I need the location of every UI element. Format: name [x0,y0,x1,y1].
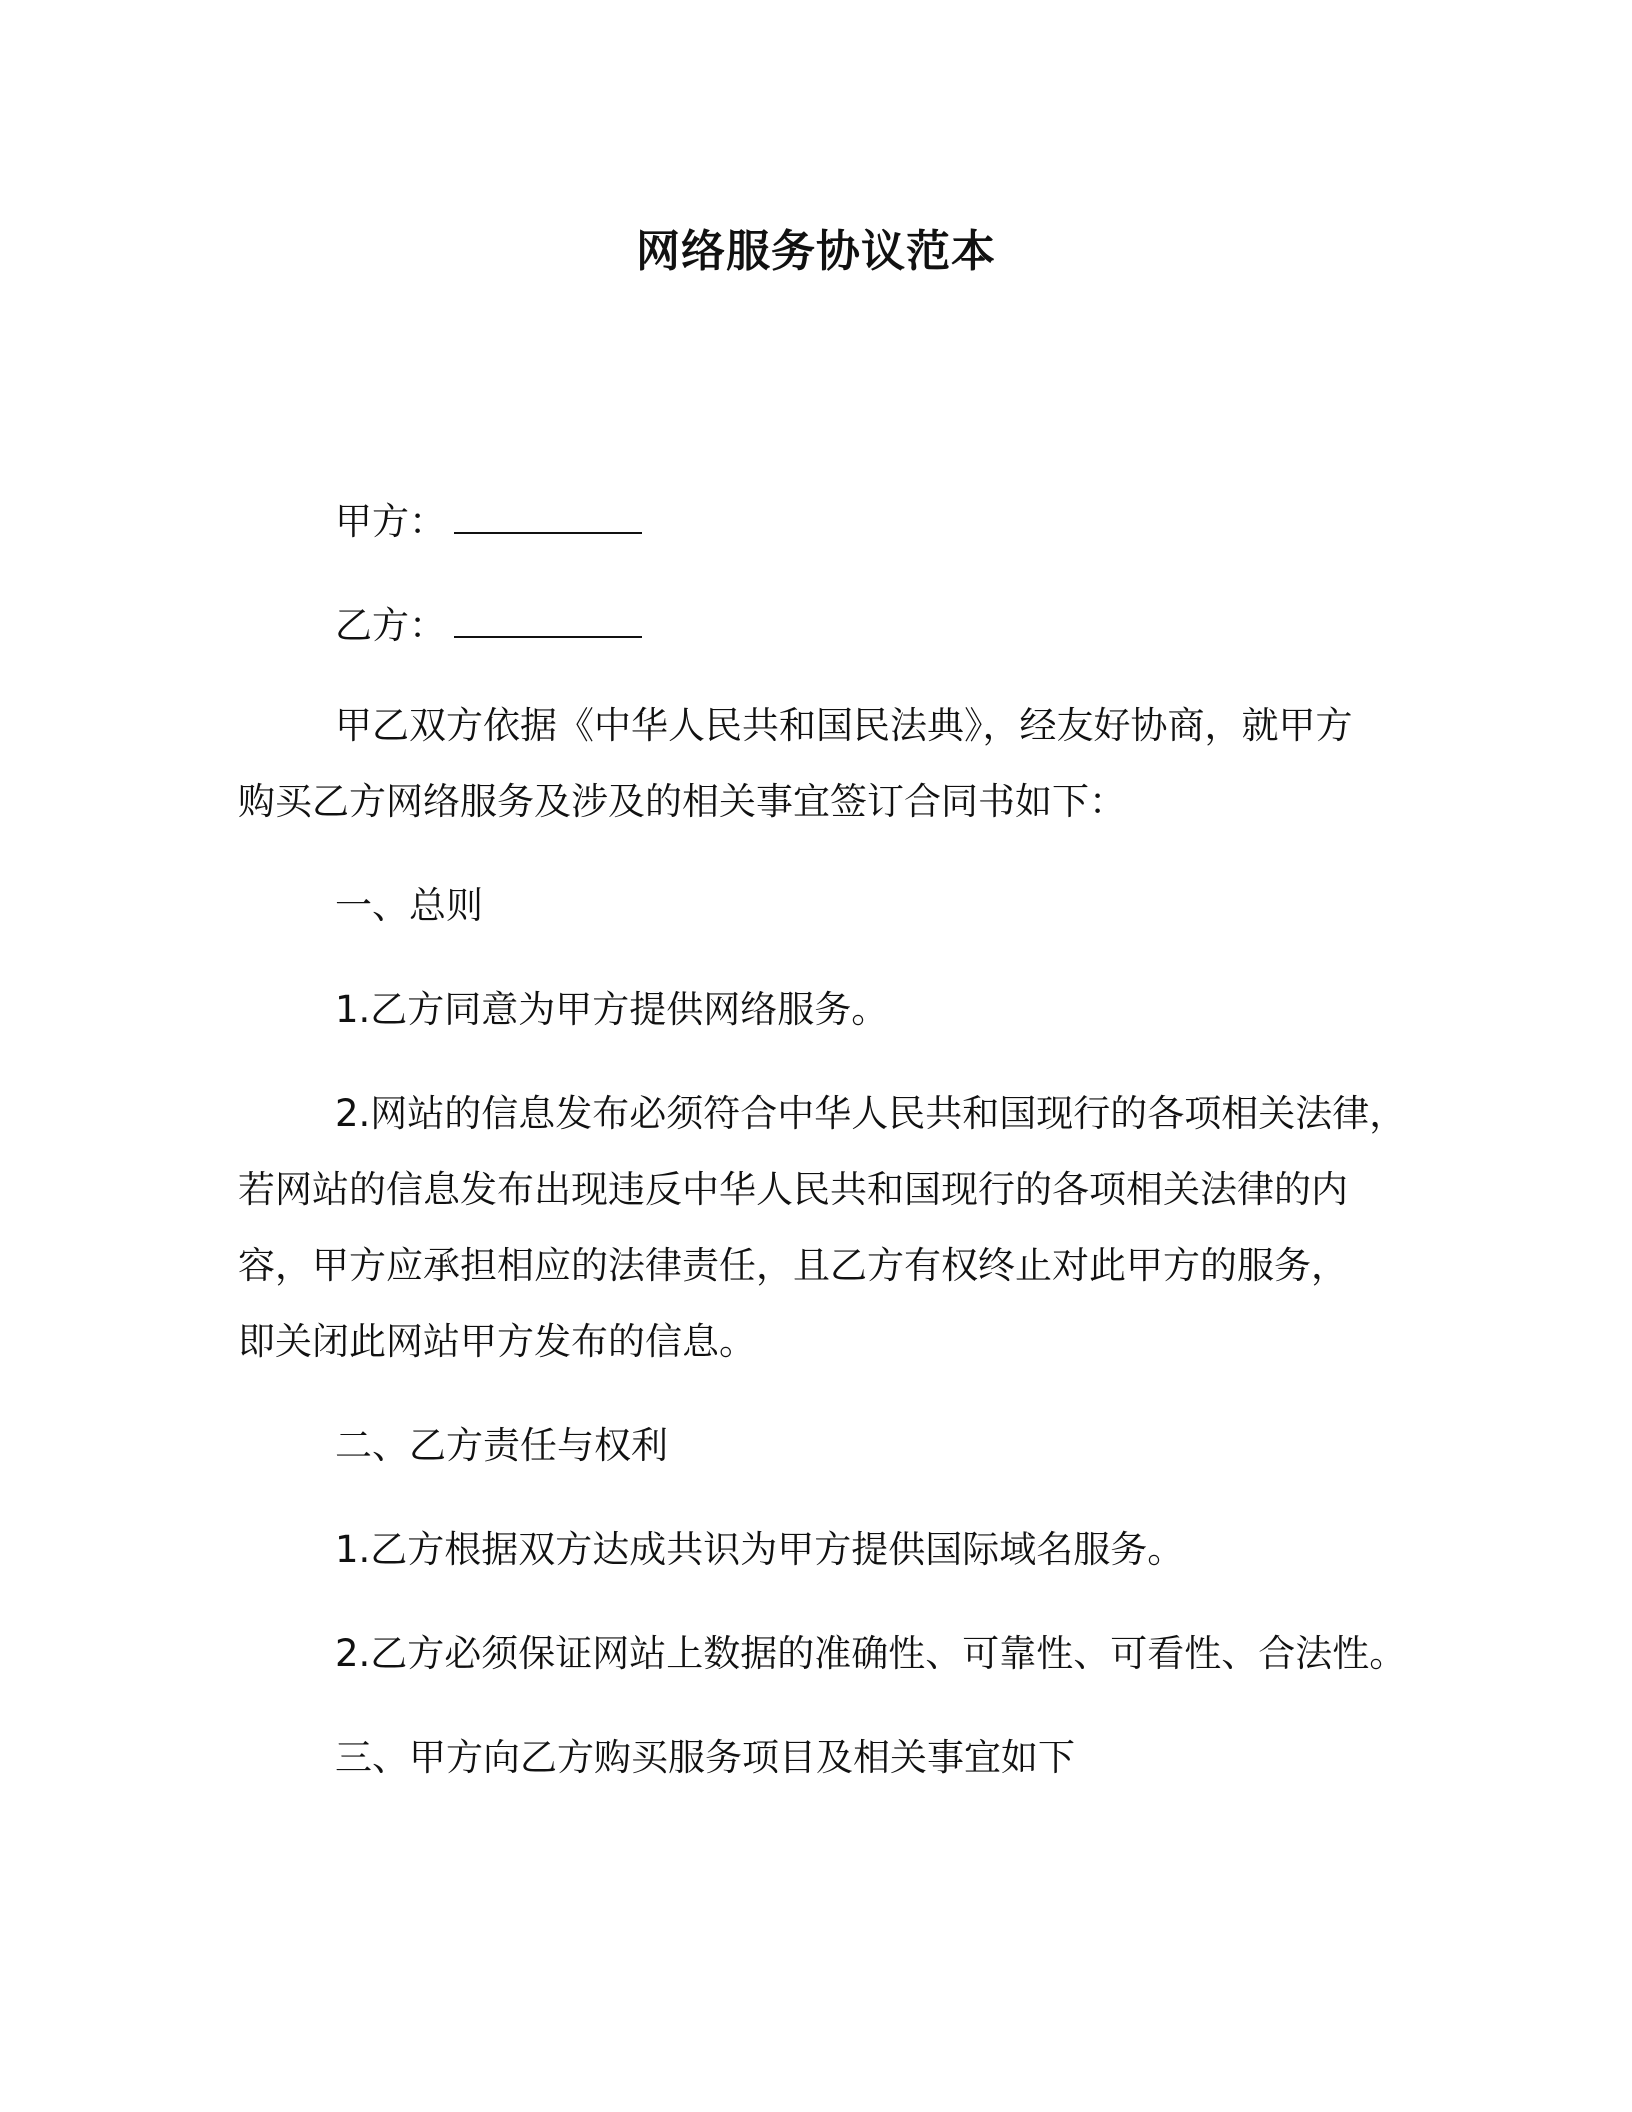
section2-item1: 1.乙方根据双方达成共识为甲方提供国际域名服务。 [335,1528,1185,1571]
section1-item2-line3: 容，甲方应承担相应的法律责任，且乙方有权终止对此甲方的服务， [238,1244,1348,1287]
section1-item2-line2: 若网站的信息发布出现违反中华人民共和国现行的各项相关法律的内 [238,1168,1348,1211]
document-title: 网络服务协议范本 [636,226,996,277]
section1-item2-line4: 即关闭此网站甲方发布的信息。 [238,1320,756,1363]
party-b-blank [454,606,642,638]
intro-line-2: 购买乙方网络服务及涉及的相关事宜签订合同书如下： [238,780,1126,823]
party-b-label: 乙方： [335,604,446,647]
intro-line-1: 甲乙双方依据《中华人民共和国民法典》，经友好协商，就甲方 [335,704,1353,747]
section3-heading: 三、甲方向乙方购买服务项目及相关事宜如下 [335,1736,1075,1779]
party-a-blank [454,502,642,534]
party-a-label: 甲方： [335,500,446,543]
section1-heading: 一、总则 [335,884,483,927]
section1-item1: 1.乙方同意为甲方提供网络服务。 [335,988,889,1031]
section2-heading: 二、乙方责任与权利 [335,1424,668,1467]
party-b-line [335,600,642,652]
section1-item2-line1: 2.网站的信息发布必须符合中华人民共和国现行的各项相关法律， [335,1092,1407,1135]
party-a-line [335,496,642,548]
section2-item2: 2.乙方必须保证网站上数据的准确性、可靠性、可看性、合法性。 [335,1632,1407,1675]
